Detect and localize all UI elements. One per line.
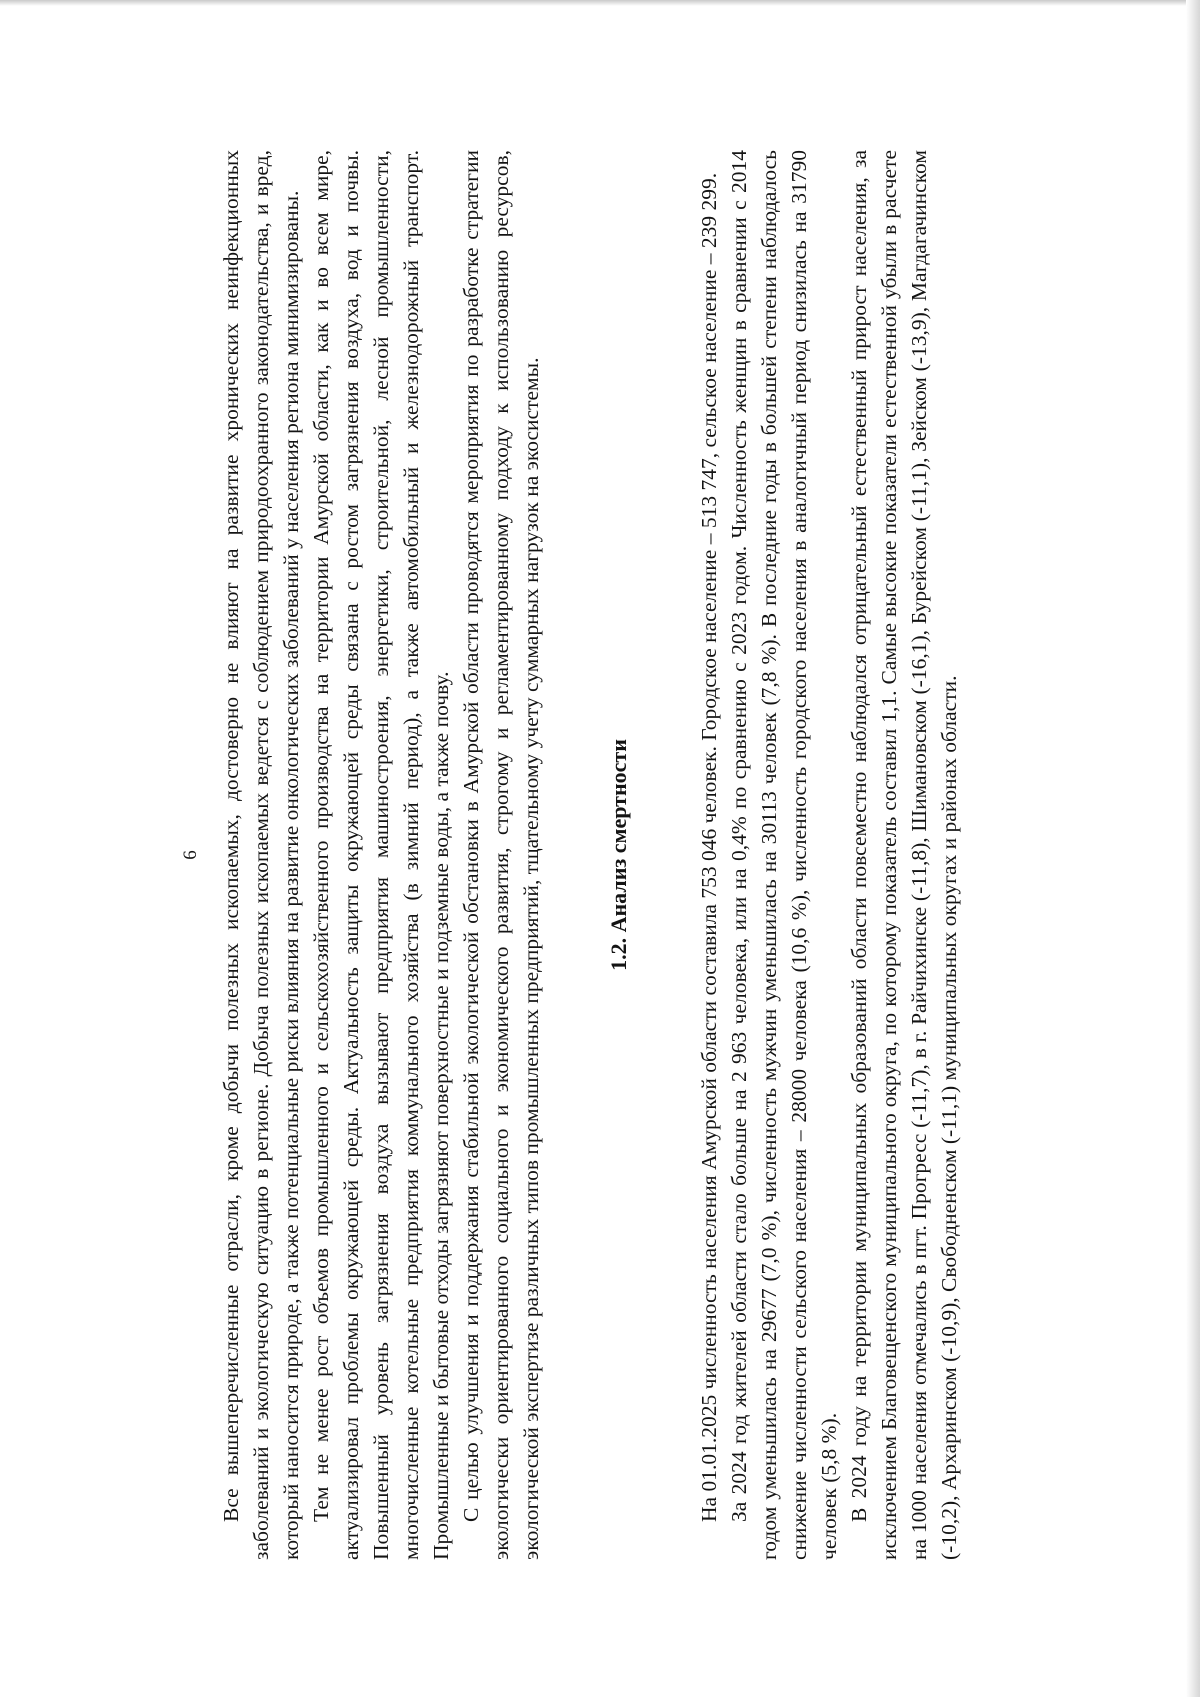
page-number: 6 (180, 850, 201, 860)
scan-edge-top (0, 0, 1200, 6)
paragraph: За 2024 год жителей области стало больше на 2 963 человека, или на 0,4% по сравнению с 2023 годом. Численность женщин в сравнении с 2014 годом уменьшилась на 29677 (7,0 %), численность мужчин уменьшилась на 30113 человек (7,8 %). В последние годы в большей степени наблюдалось снижение численности сельского населения – 28000 человека (10,6 %), численность городского населения в аналогичный период снизилась на 31790 человек (5,8 %). (727, 150, 841, 1560)
paragraph: В 2024 году на территории муниципальных образований области повсеместно наблюдался отрицательный естественный прирост населения, за исключением Благовещенского муниципального округа, по которому показатель составил 1,1. Самые высокие показатели естественной убыли в расчете на 1000 населения отмечались в пгт. Прогресс (-11,7), в г. Райчихинске (-11,8), Шимановском (-16,1), Бурейском (-11,1), Зейском (-13,9), Магдагачинском (-10,2), Архаринском (-10,9), Свободненском (-11,1) муниципальных округах и районах области. (847, 150, 961, 1560)
section-title: 1.2. Анализ смертности (606, 739, 631, 971)
paragraph: На 01.01.2025 численность населения Амурской области составила 753 046 человек. Городское население – 513 747, сельское население – 239 299. (697, 172, 721, 1522)
paragraph: Все вышеперечисленные отрасли, кроме добычи полезных ископаемых, достоверно не влияют на развитие хронических неинфекционных заболеваний и экологическую ситуацию в регионе. Добыча полезных ископаемых ведется с соблюдением природоохранного законодательства, и вред, который наносится природе, а также потенциальные риски влияния на развитие онкологических заболеваний у населения региона минимизированы. (219, 150, 303, 1560)
scan-edge-right (1186, 0, 1200, 1697)
paragraph: Тем не менее рост объемов промышленного и сельскохозяйственного производства на территории Амурской области, как и во всем мире, актуализировал проблемы окружающей среды. Актуальность защиты окружающей среды связана с ростом загрязнения воздуха, вод и почвы. Повышенный уровень загрязнения воздуха вызывают предприятия машиностроения, энергетики, строительной, лесной промышленности, многочисленные котельные предприятия коммунального хозяйства (в зимний период), а также автомобильный и железнодорожный транспорт. Промышленные и бытовые отходы загрязняют поверхностные и подземные воды, а также почву. (309, 150, 453, 1560)
document-body (216, 150, 964, 1560)
paragraph: С целью улучшения и поддержания стабильной экологической обстановки в Амурской области проводятся мероприятия по разработке стратегии экологически ориентированного социального и экономического развития, строгому и регламентированному подходу к использованию ресурсов, экологической экспертизе различных типов промышленных предприятий, тщательному учету суммарных нагрузок на экосистемы. (459, 150, 543, 1560)
rotated-page (180, 150, 1040, 1560)
